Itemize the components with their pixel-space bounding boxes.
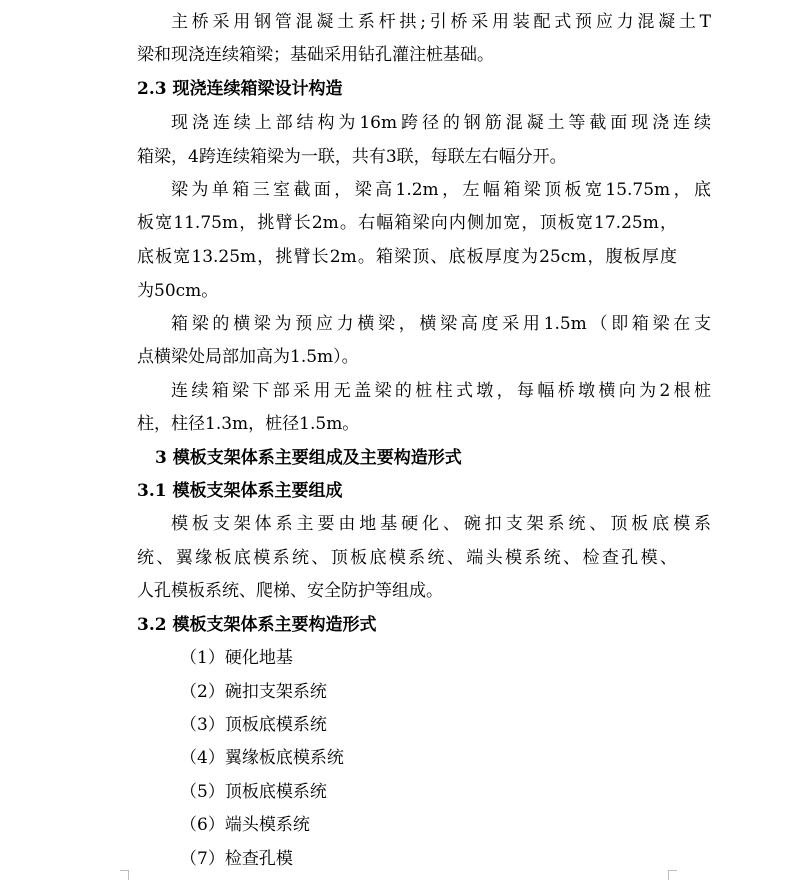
paragraph-line: 现浇连续上部结构为16m跨径的钢筋混凝土等截面现浇连续 (171, 113, 711, 133)
list-item: （6）端头模系统 (180, 815, 310, 835)
section-heading-2-3: 2.3 现浇连续箱梁设计构造 (137, 79, 343, 99)
paragraph-line: 柱，柱径1.3m，桩径1.5m。 (137, 414, 360, 434)
paragraph-line: 梁和现浇连续箱梁；基础采用钻孔灌注桩基础。 (137, 45, 494, 65)
section-heading-3-1: 3.1 模板支架体系主要组成 (137, 481, 343, 501)
section-heading-3-2: 3.2 模板支架体系主要构造形式 (137, 615, 377, 635)
list-item: （7）检查孔模 (180, 849, 293, 869)
paragraph-line: 箱梁的横梁为预应力横梁，横梁高度采用1.5m（即箱梁在支 (171, 314, 711, 334)
paragraph-line: 点横梁处局部加高为1.5m）。 (137, 347, 359, 367)
list-item: （4）翼缘板底模系统 (180, 748, 344, 768)
paragraph-line: 板宽11.75m，挑臂长2m。右幅箱梁向内侧加宽，顶板宽17.25m， (137, 213, 677, 233)
list-item: （3）顶板底模系统 (180, 715, 327, 735)
paragraph-line: 模板支架体系主要由地基硬化、碗扣支架系统、顶板底模系 (171, 514, 711, 534)
paragraph-line: 箱梁，4跨连续箱梁为一联，共有3联，每联左右幅分开。 (137, 147, 567, 167)
paragraph-line: 统、翼缘板底模系统、顶板底模系统、端头模系统、检查孔模、 (137, 548, 677, 568)
list-item: （1）硬化地基 (180, 648, 293, 668)
paragraph-line: 连续箱梁下部采用无盖梁的桩柱式墩，每幅桥墩横向为2根桩 (171, 381, 711, 401)
paragraph-line: 人孔模板系统、爬梯、安全防护等组成。 (137, 581, 443, 601)
list-item: （2）碗扣支架系统 (180, 682, 327, 702)
paragraph-line: 梁为单箱三室截面，梁高1.2m，左幅箱梁顶板宽15.75m，底 (171, 180, 711, 200)
paragraph-line: 底板宽13.25m，挑臂长2m。箱梁顶、底板厚度为25cm，腹板厚度 (137, 247, 677, 267)
paragraph-line: 为50cm。 (137, 281, 219, 301)
section-heading-3: 3 模板支架体系主要组成及主要构造形式 (155, 448, 462, 468)
list-item: （5）顶板底模系统 (180, 782, 327, 802)
paragraph-line: 主桥采用钢管混凝土系杆拱;引桥采用装配式预应力混凝土T (171, 12, 711, 32)
